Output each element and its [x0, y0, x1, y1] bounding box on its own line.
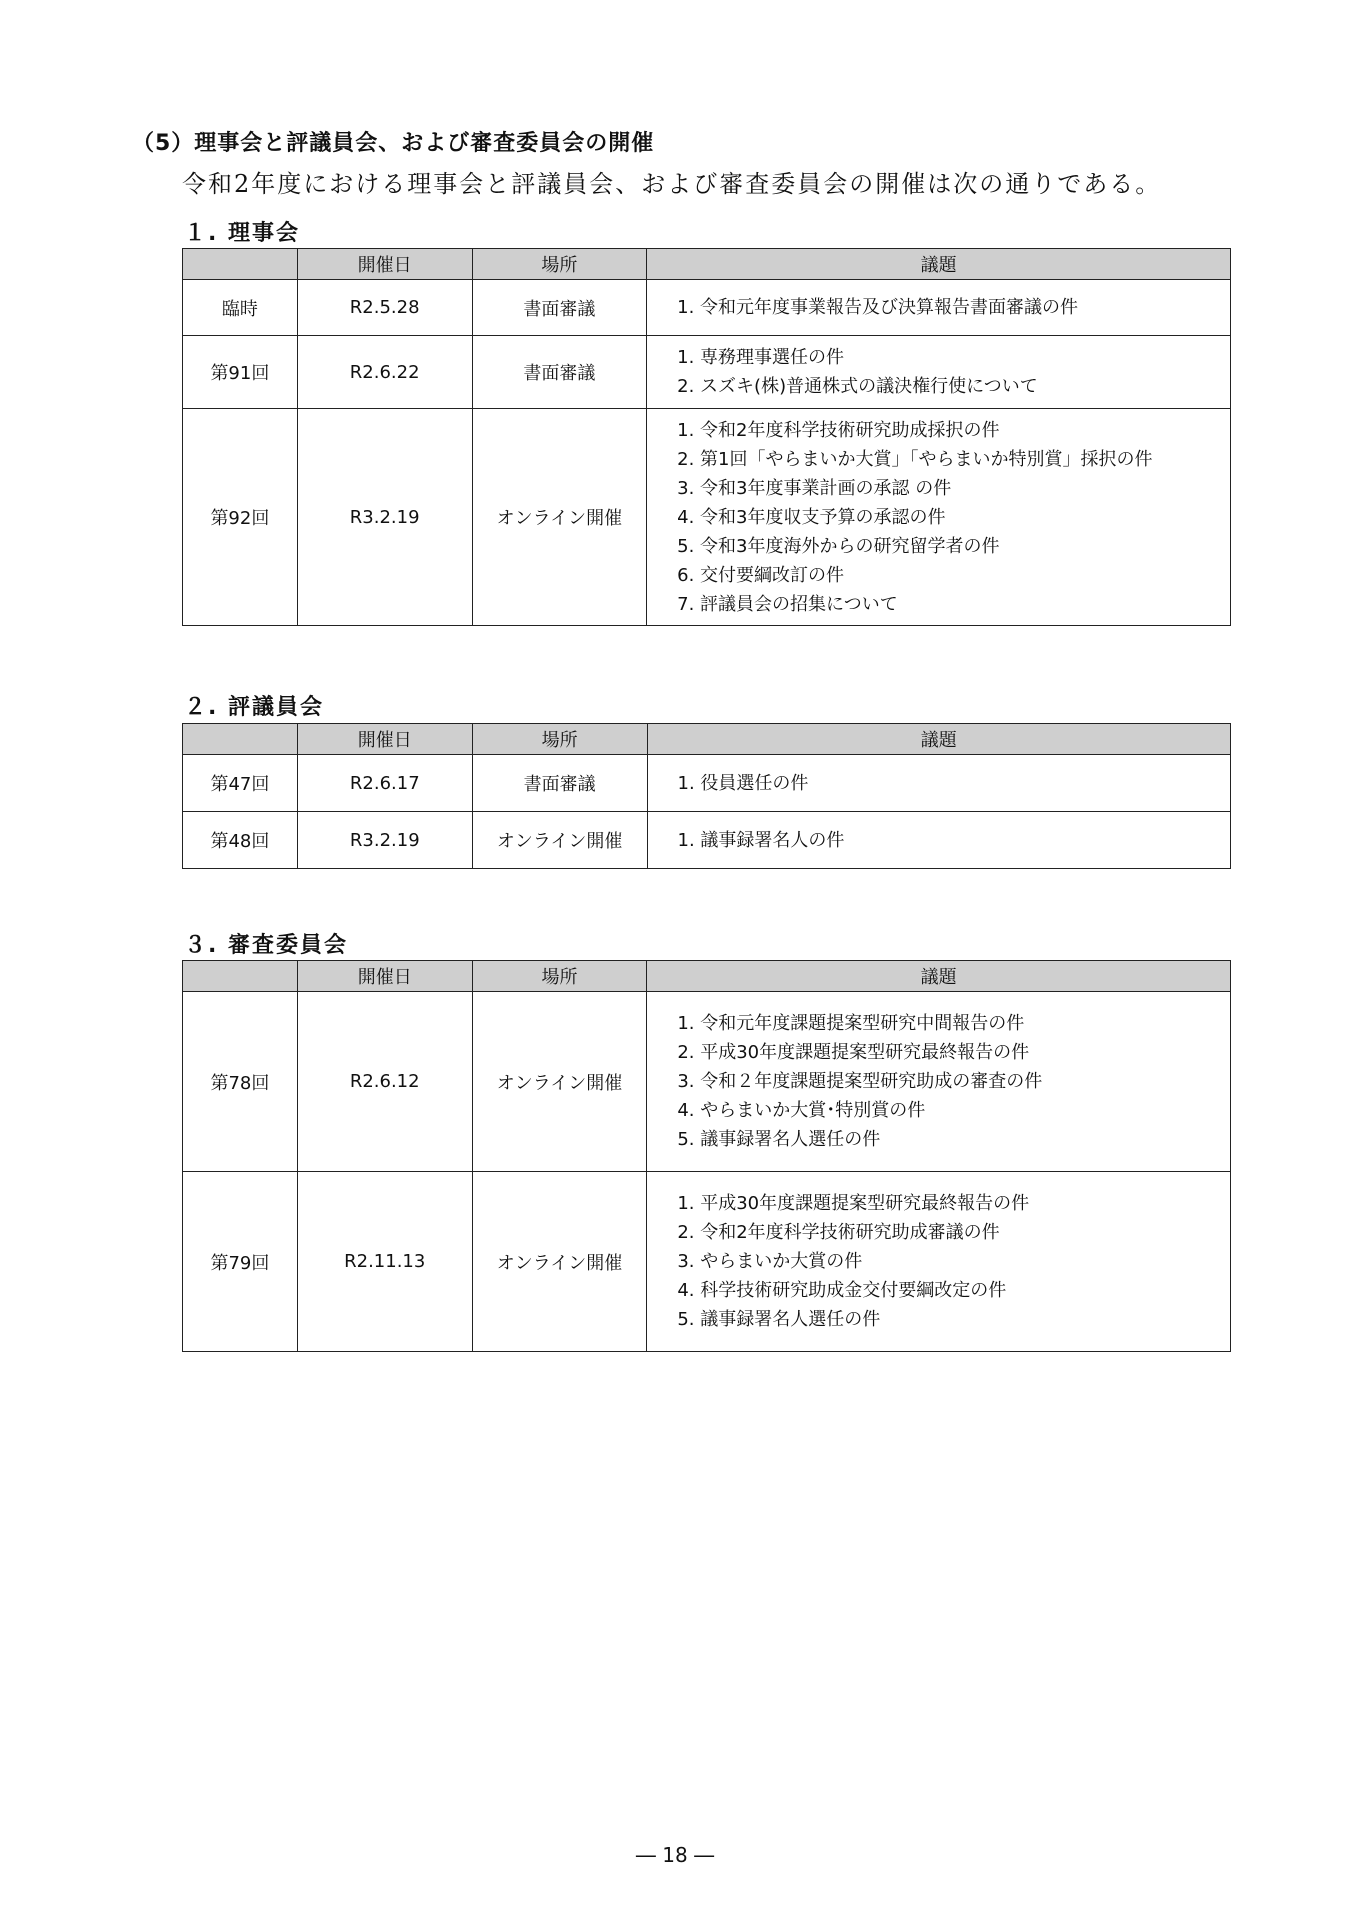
session-cell: 第92回 — [183, 409, 298, 626]
session-cell: 第91回 — [183, 336, 298, 409]
agenda-item: 1. 令和2年度科学技術研究助成採択の件 — [677, 419, 1000, 441]
agenda-item: 7. 評議員会の招集について — [677, 593, 898, 615]
agenda-item: 2. 平成30年度課題提案型研究最終報告の件 — [677, 1042, 1030, 1063]
council-table — [182, 723, 1231, 869]
section-heading: （5）理事会と評議員会、および審査委員会の開催 — [132, 131, 655, 156]
table-row — [183, 280, 1231, 336]
date-cell: R3.2.19 — [297, 812, 472, 869]
agenda-item: 3. 令和3年度事業計画の承認 の件 — [677, 477, 952, 499]
place-cell: 書面審議 — [472, 755, 647, 812]
agenda-item: 5. 議事録署名人選任の件 — [677, 1129, 881, 1150]
date-cell: R2.6.12 — [297, 992, 472, 1172]
section-title-council: ２. 評議員会 — [184, 695, 325, 720]
table-header-row — [183, 249, 1231, 280]
agenda-cell — [647, 755, 1231, 812]
header-date: 開催日 — [297, 961, 472, 992]
agenda-cell — [647, 812, 1231, 869]
agenda-cell — [647, 280, 1231, 336]
agenda-item: 3. やらまいか大賞の件 — [677, 1251, 863, 1272]
agenda-item: 3. 令和２年度課題提案型研究助成の審査の件 — [677, 1071, 1043, 1092]
place-cell: 書面審議 — [472, 336, 647, 409]
header-session — [183, 961, 298, 992]
table-row — [183, 812, 1231, 869]
review-table — [182, 960, 1231, 1352]
session-cell: 第48回 — [183, 812, 298, 869]
agenda-item: 2. スズキ(株)普通株式の議決権行使について — [677, 376, 1038, 397]
date-cell: R2.6.17 — [297, 755, 472, 812]
place-cell: オンライン開催 — [472, 812, 647, 869]
session-cell: 第47回 — [183, 755, 298, 812]
table-row — [183, 336, 1231, 409]
session-cell: 第79回 — [183, 1172, 298, 1352]
section-title-board: １. 理事会 — [184, 221, 301, 246]
agenda-cell — [647, 992, 1231, 1172]
header-session — [183, 724, 298, 755]
agenda-item: 1. 令和元年度事業報告及び決算報告書面審議の件 — [677, 297, 1079, 318]
page-number: ― 18 ― — [635, 1843, 715, 1867]
header-agenda: 議題 — [647, 961, 1231, 992]
table-row — [183, 755, 1231, 812]
intro-text: 令和2年度における理事会と評議員会、および審査委員会の開催は次の通りである。 — [182, 170, 1162, 198]
place-cell: オンライン開催 — [472, 409, 647, 626]
date-cell: R2.5.28 — [297, 280, 472, 336]
agenda-item: 1. 令和元年度課題提案型研究中間報告の件 — [677, 1013, 1025, 1034]
header-date: 開催日 — [297, 724, 472, 755]
place-cell: 書面審議 — [472, 280, 647, 336]
agenda-cell — [647, 336, 1231, 409]
header-place: 場所 — [472, 249, 647, 280]
date-cell: R2.6.22 — [297, 336, 472, 409]
header-agenda: 議題 — [647, 249, 1231, 280]
header-date: 開催日 — [297, 249, 472, 280]
table-header-row — [183, 961, 1231, 992]
agenda-cell — [647, 409, 1231, 626]
agenda-item: 6. 交付要綱改訂の件 — [677, 564, 845, 586]
header-agenda: 議題 — [647, 724, 1231, 755]
table-row — [183, 409, 1231, 626]
session-cell: 臨時 — [183, 280, 298, 336]
agenda-item: 2. 令和2年度科学技術研究助成審議の件 — [677, 1222, 1000, 1243]
header-session — [183, 249, 298, 280]
agenda-cell — [647, 1172, 1231, 1352]
table-row — [183, 992, 1231, 1172]
date-cell: R3.2.19 — [297, 409, 472, 626]
section-title-review: ３. 審査委員会 — [184, 933, 349, 958]
table-header-row — [183, 724, 1231, 755]
agenda-item: 1. 議事録署名人の件 — [677, 829, 845, 851]
agenda-item: 5. 令和3年度海外からの研究留学者の件 — [677, 535, 1000, 557]
agenda-item: 1. 平成30年度課題提案型研究最終報告の件 — [677, 1193, 1030, 1214]
table-row — [183, 1172, 1231, 1352]
agenda-item: 1. 専務理事選任の件 — [677, 347, 845, 368]
agenda-item: 5. 議事録署名人選任の件 — [677, 1309, 881, 1330]
agenda-item: 1. 役員選任の件 — [677, 772, 809, 794]
agenda-item: 4. やらまいか大賞･特別賞の件 — [677, 1100, 926, 1121]
session-cell: 第78回 — [183, 992, 298, 1172]
board-table — [182, 248, 1231, 626]
place-cell: オンライン開催 — [472, 992, 647, 1172]
date-cell: R2.11.13 — [297, 1172, 472, 1352]
place-cell: オンライン開催 — [472, 1172, 647, 1352]
header-place: 場所 — [472, 961, 647, 992]
agenda-item: 4. 令和3年度収支予算の承認の件 — [677, 506, 946, 528]
agenda-item: 4. 科学技術研究助成金交付要綱改定の件 — [677, 1280, 1007, 1301]
header-place: 場所 — [472, 724, 647, 755]
agenda-item: 2. 第1回「やらまいか大賞」「やらまいか特別賞」採択の件 — [677, 448, 1153, 470]
